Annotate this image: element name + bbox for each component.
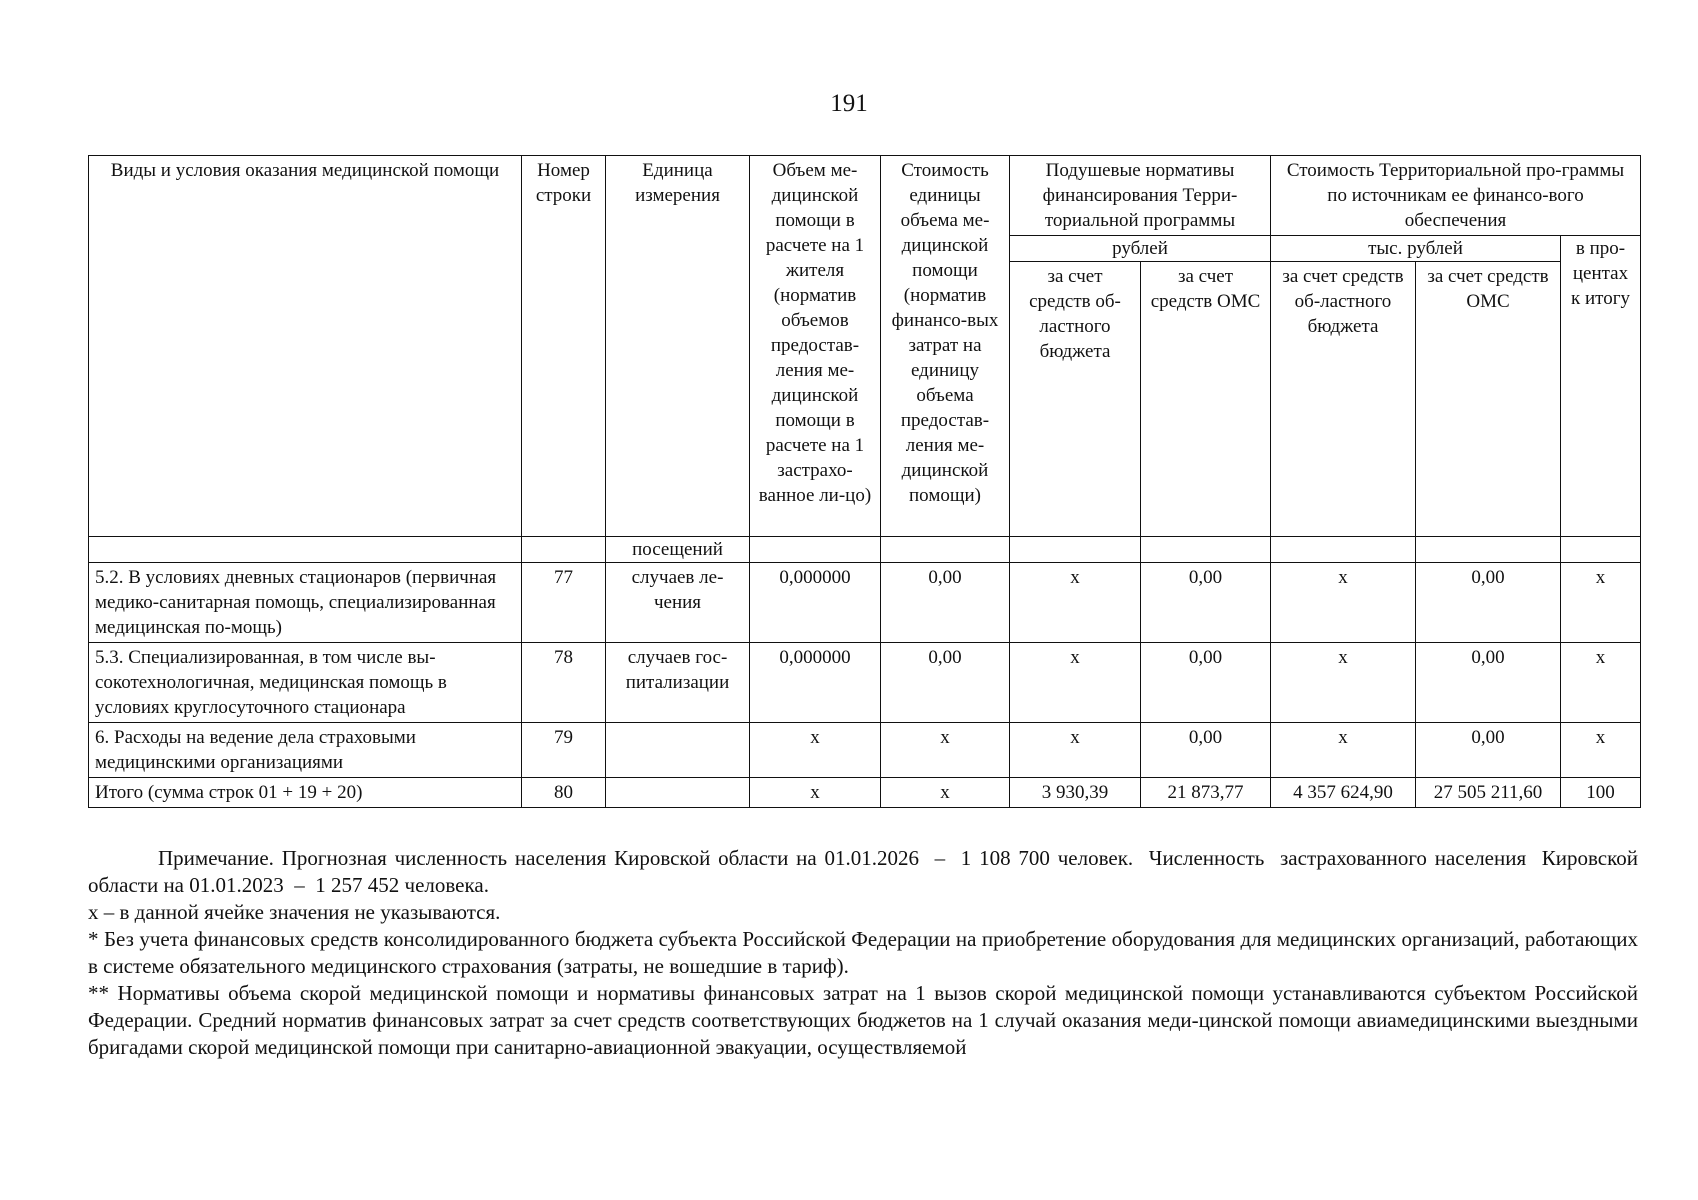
header-unit: Единица измерения xyxy=(606,156,750,537)
header-row-number: Номер строки xyxy=(522,156,606,537)
header-total-cost-group: Стоимость Территориальной про-граммы по источникам ее финансо-вого обеспечения xyxy=(1271,156,1641,236)
cell-total-budget: x xyxy=(1271,723,1416,778)
cell-unit-cost: 0,00 xyxy=(881,563,1010,643)
header-total-budget: за счет средств об-ластного бюджета xyxy=(1271,262,1416,537)
header-per-capita-budget: за счет средств об-ластного бюджета xyxy=(1010,262,1141,537)
cell-percent: x xyxy=(1561,563,1641,643)
header-volume: Объем ме-дицинской помощи в расчете на 1 жителя (норматив объемов предостав-ления ме-дицинской помощи в расчете на 1 застрахо-ванное ли-цо) xyxy=(750,156,881,537)
cell-care-type: Итого (сумма строк 01 + 19 + 20) xyxy=(89,778,522,808)
cell-empty xyxy=(89,537,522,563)
cell-unit-cost: 0,00 xyxy=(881,643,1010,723)
table-row xyxy=(89,643,1641,723)
header-per-capita-group: Подушевые нормативы финансирования Терри-ториальной программы xyxy=(1010,156,1271,236)
cell-volume: 0,000000 xyxy=(750,643,881,723)
cell-empty xyxy=(1010,537,1141,563)
cell-row-number: 79 xyxy=(522,723,606,778)
table-row-total xyxy=(89,778,1641,808)
note-x-legend: x – в данной ячейке значения не указываются. xyxy=(88,900,501,924)
header-rubles: рублей xyxy=(1010,236,1271,262)
cell-total-oms: 0,00 xyxy=(1416,563,1561,643)
note-population: Примечание. Прогнозная численность населения Кировской области на 01.01.2026 – 1 108 700 человек. Численность застрахованного населения Кировской области на 01.01.2023 – 1 257 452 человека. xyxy=(88,846,1649,897)
cell-per-capita-oms: 0,00 xyxy=(1141,723,1271,778)
cell-per-capita-budget: 3 930,39 xyxy=(1010,778,1141,808)
cell-unit-cost: x xyxy=(881,778,1010,808)
table-row-continuation xyxy=(89,537,1641,563)
cell-total-budget: x xyxy=(1271,643,1416,723)
header-per-capita-oms: за счет средств ОМС xyxy=(1141,262,1271,537)
cell-volume: x xyxy=(750,778,881,808)
cell-total-budget: x xyxy=(1271,563,1416,643)
cell-percent: x xyxy=(1561,723,1641,778)
note-asterisk: * Без учета финансовых средств консолидированного бюджета субъекта Российской Федерации на приобретение оборудования для медицинских организаций, работающих в системе обязательного медицинского страхования (затраты, не вошедшие в тариф). xyxy=(88,927,1638,978)
cell-total-budget: 4 357 624,90 xyxy=(1271,778,1416,808)
cell-unit: посещений xyxy=(606,537,750,563)
header-thousand-rubles: тыс. рублей xyxy=(1271,236,1561,262)
cell-per-capita-oms: 0,00 xyxy=(1141,643,1271,723)
cell-row-number: 77 xyxy=(522,563,606,643)
cell-empty xyxy=(522,537,606,563)
cell-care-type: 5.2. В условиях дневных стационаров (первичная медико-санитарная помощь, специализированная медицинская по-мощь) xyxy=(89,563,522,643)
header-unit-cost: Стоимость единицы объема ме-дицинской помощи (норматив финансо-вых затрат на единицу объема предостав-ления ме-дицинской помощи) xyxy=(881,156,1010,537)
cell-care-type: 6. Расходы на ведение дела страховыми медицинскими организациями xyxy=(89,723,522,778)
cell-percent: 100 xyxy=(1561,778,1641,808)
cell-unit xyxy=(606,778,750,808)
cell-unit-cost: x xyxy=(881,723,1010,778)
cell-percent: x xyxy=(1561,643,1641,723)
cell-empty xyxy=(1271,537,1416,563)
cell-unit xyxy=(606,723,750,778)
financing-table xyxy=(88,155,1641,808)
cell-unit: случаев ле-чения xyxy=(606,563,750,643)
cell-empty xyxy=(750,537,881,563)
cell-volume: x xyxy=(750,723,881,778)
cell-care-type: 5.3. Специализированная, в том числе вы-сокотехнологичная, медицинская помощь в условиях круглосуточного стационара xyxy=(89,643,522,723)
cell-per-capita-budget: x xyxy=(1010,563,1141,643)
cell-total-oms: 0,00 xyxy=(1416,723,1561,778)
cell-per-capita-oms: 0,00 xyxy=(1141,563,1271,643)
cell-total-oms: 0,00 xyxy=(1416,643,1561,723)
cell-per-capita-budget: x xyxy=(1010,643,1141,723)
cell-empty xyxy=(1416,537,1561,563)
cell-per-capita-oms: 21 873,77 xyxy=(1141,778,1271,808)
cell-empty xyxy=(881,537,1010,563)
cell-row-number: 78 xyxy=(522,643,606,723)
cell-total-oms: 27 505 211,60 xyxy=(1416,778,1561,808)
table-row xyxy=(89,723,1641,778)
cell-volume: 0,000000 xyxy=(750,563,881,643)
cell-row-number: 80 xyxy=(522,778,606,808)
header-care-type: Виды и условия оказания медицинской помощи xyxy=(89,156,522,537)
cell-empty xyxy=(1561,537,1641,563)
header-total-oms: за счет средств ОМС xyxy=(1416,262,1561,537)
cell-unit: случаев гос-питализации xyxy=(606,643,750,723)
cell-empty xyxy=(1141,537,1271,563)
cell-per-capita-budget: x xyxy=(1010,723,1141,778)
table-row xyxy=(89,563,1641,643)
footnotes xyxy=(88,845,1649,1061)
page-number: 191 xyxy=(830,90,868,117)
header-percent: в про-центах к итогу xyxy=(1561,236,1641,537)
note-double-asterisk: ** Нормативы объема скорой медицинской помощи и нормативы финансовых затрат на 1 вызов скорой медицинской помощи устанавливаются субъектом Российской Федерации. Средний норматив финансовых затрат за счет средств соответствующих бюджетов на 1 случай оказания меди-цинской помощи авиамедицинскими выездными бригадами скорой медицинской помощи при санитарно-авиационной эвакуации, осуществляемой xyxy=(88,981,1638,1059)
